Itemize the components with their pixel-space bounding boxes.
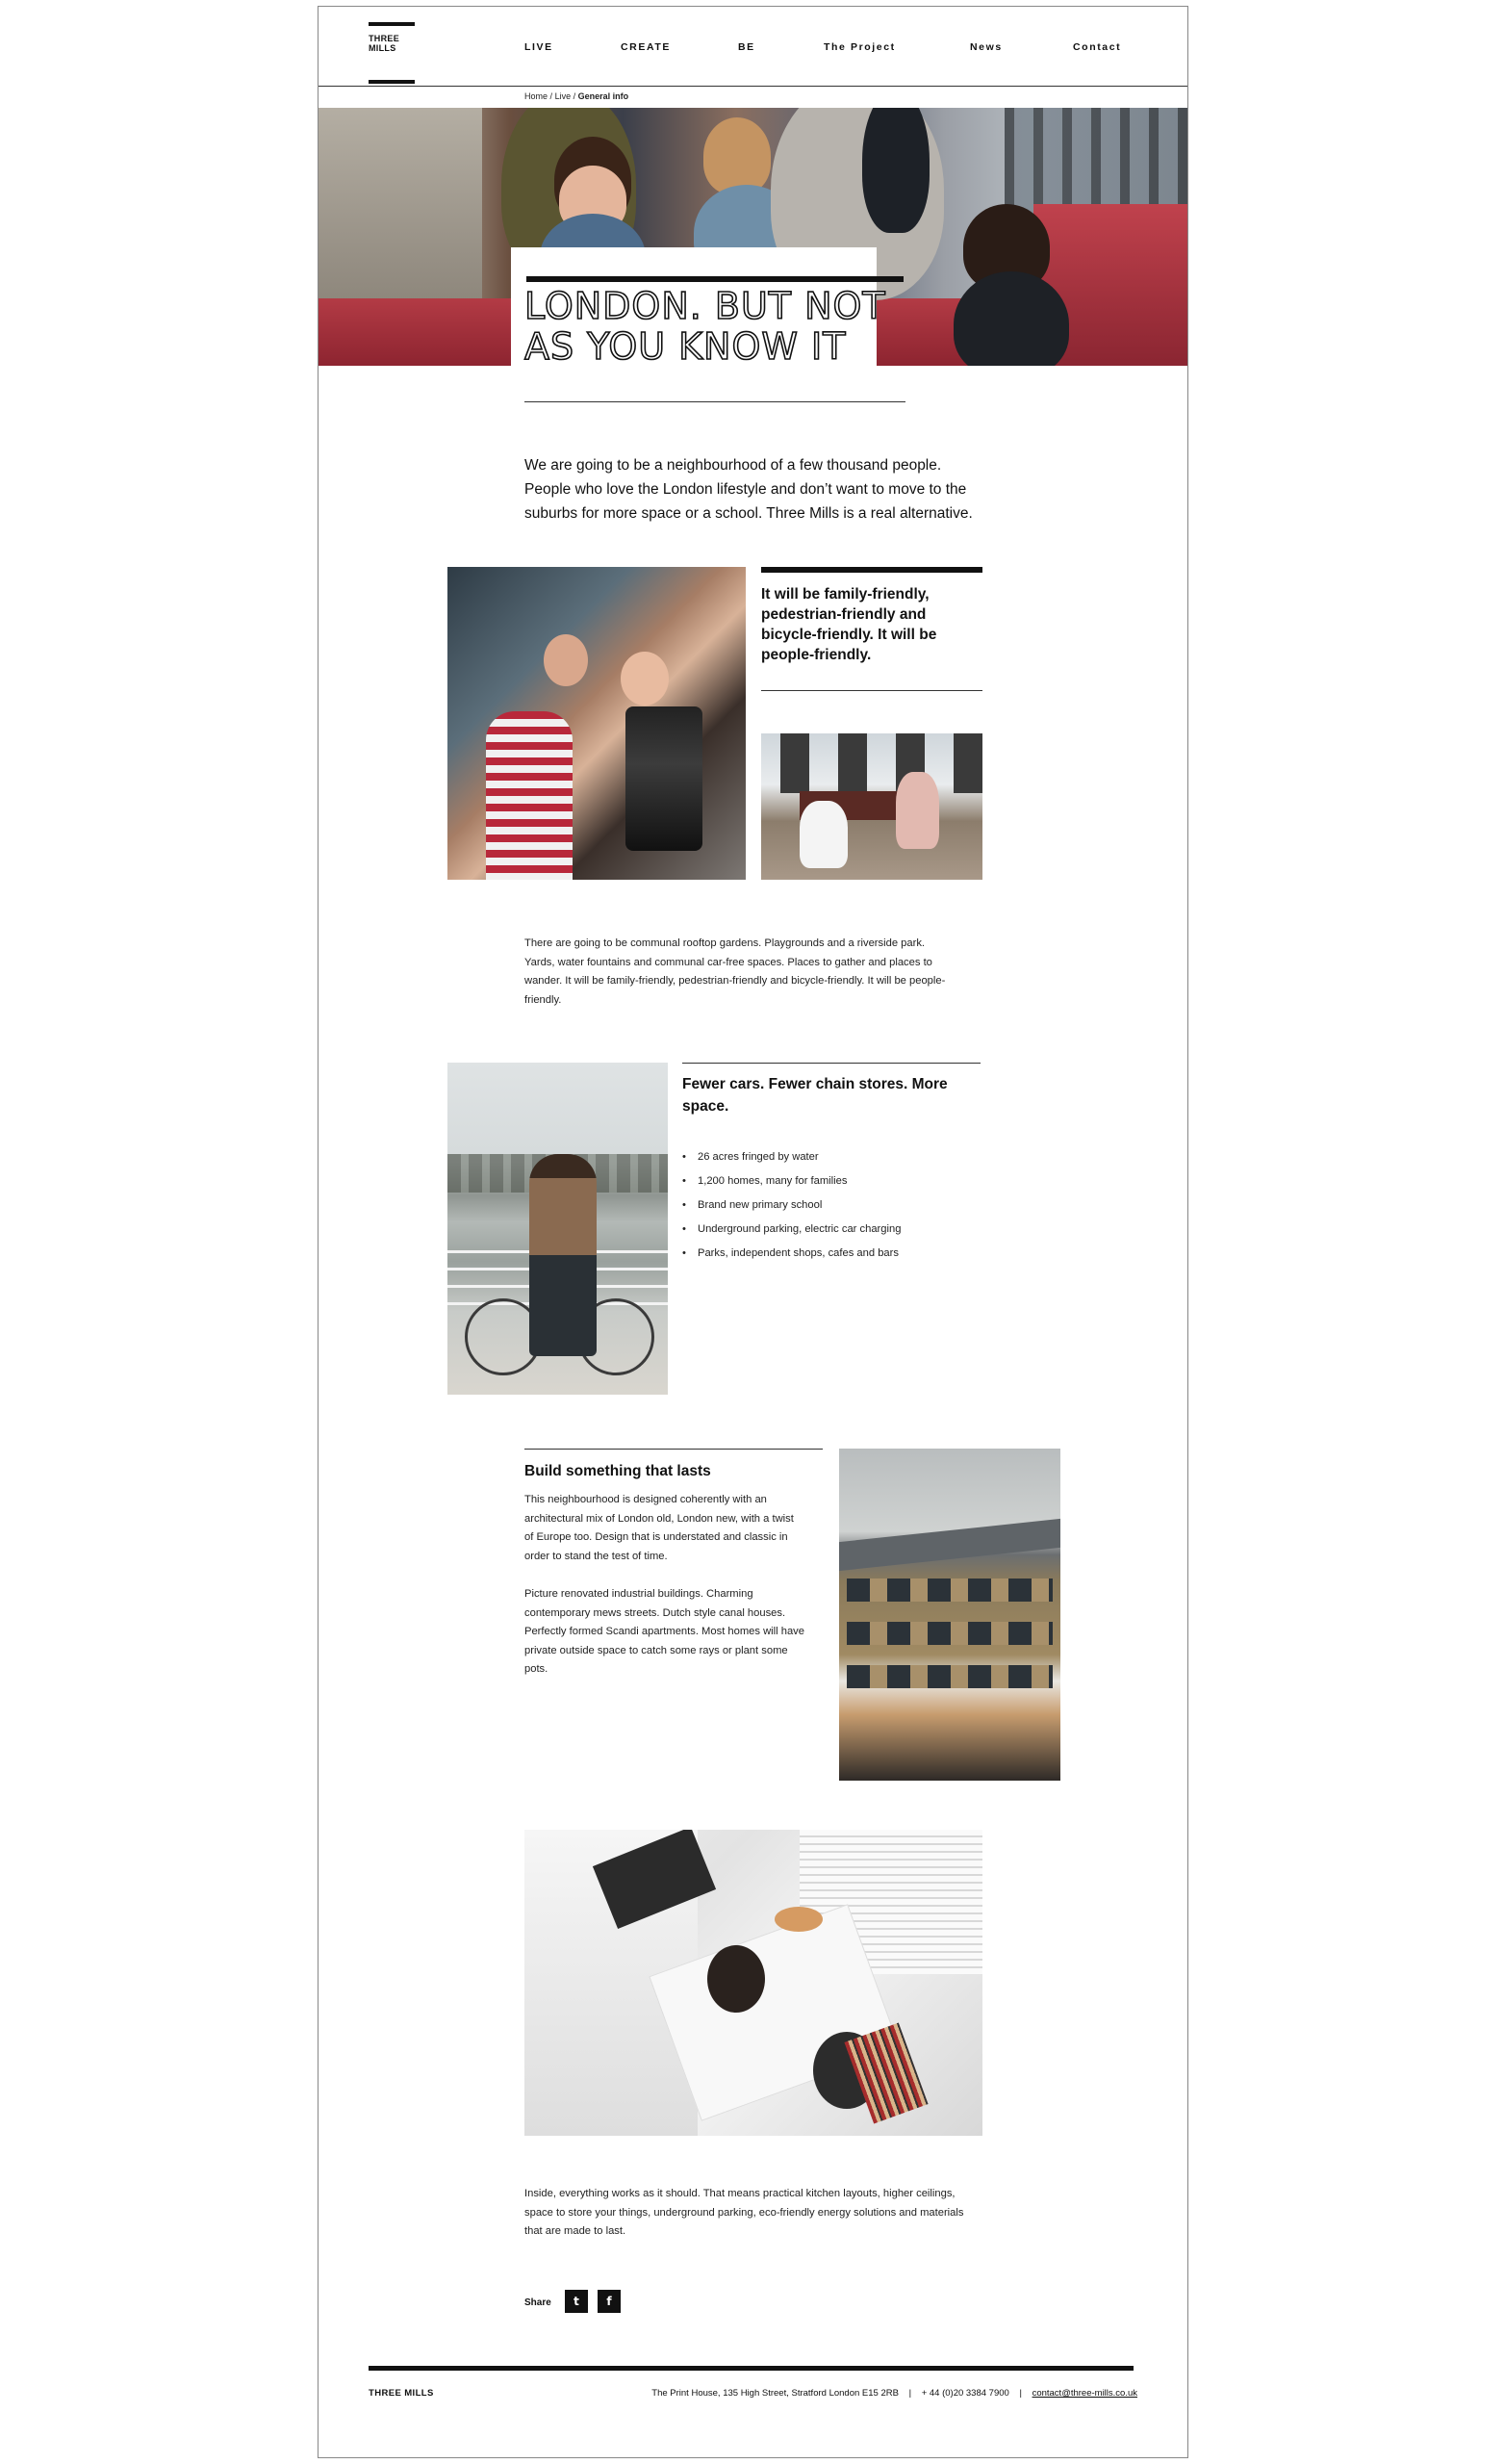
section1-title: It will be family-friendly, pedestrian-friendly and bicycle-friendly. It will be people-friendly. (761, 586, 937, 663)
footer-phone: + 44 (0)20 3384 7900 (921, 2388, 1009, 2399)
kitchen-interior-photo (524, 1830, 982, 2136)
list-item: • 26 acres fringed by water (682, 1145, 990, 1169)
hero-title-bar (526, 276, 904, 282)
logo-bottom-bar (369, 80, 415, 84)
community-gathering-photo (447, 567, 746, 880)
breadcrumb-separator: / (549, 91, 553, 101)
three-mills-logo[interactable] (369, 22, 415, 70)
list-item: • Brand new primary school (682, 1194, 990, 1218)
list-item: • Parks, independent shops, cafes and bars (682, 1242, 990, 1266)
twitter-icon[interactable]: t (565, 2290, 588, 2313)
section1-paragraph: There are going to be communal rooftop gardens. Playgrounds and a riverside park. Yards, water fountains and communal car-free spaces. Places to gather and places to wander. It will be family-friendly, pedestrian-friendly and bicycle-friendly. It will be people-friendly. (524, 937, 946, 1006)
facebook-icon[interactable]: f (598, 2290, 621, 2313)
section1-divider (761, 690, 982, 691)
nav-news[interactable]: News (970, 41, 1003, 53)
nav-be[interactable]: BE (738, 41, 755, 53)
share-label: Share (524, 2297, 551, 2308)
footer-brand: THREE MILLS (369, 2388, 434, 2399)
section3-title: Build something that lasts (524, 1463, 711, 1479)
list-item: • Underground parking, electric car charging (682, 1218, 990, 1242)
footer-contact-info (651, 2388, 1137, 2399)
footer-address: The Print House, 135 High Street, Stratford London E15 2RB (651, 2388, 899, 2399)
logo-line-1: THREE (369, 34, 400, 43)
footer-email-link[interactable]: contact@three-mills.co.uk (1032, 2388, 1137, 2399)
breadcrumb-current: General info (577, 91, 629, 101)
section3-paragraph-1: This neighbourhood is designed coherently with an architectural mix of London old, London new, with a twist of Europe too. Design that is understated and classic in order to stand the test of time. (524, 1494, 794, 1562)
section3-paragraph-2: Picture renovated industrial buildings. Charming contemporary mews streets. Dutch style canal houses. Perfectly formed Scandi apartments. Most homes will have private outside space to catch some rays or plant some pots. (524, 1588, 804, 1676)
footer-separator: | (1019, 2388, 1022, 2399)
logo-top-bar (369, 22, 415, 26)
nav-create[interactable]: CREATE (621, 41, 671, 53)
riverside-cyclist-photo (447, 1063, 668, 1395)
breadcrumb-separator: / (573, 91, 576, 101)
logo-line-2: MILLS (369, 43, 396, 53)
breadcrumb (524, 91, 628, 101)
section2-title: Fewer cars. Fewer chain stores. More space. (682, 1076, 948, 1115)
section2-divider (682, 1063, 981, 1064)
list-item: • 1,200 homes, many for families (682, 1169, 990, 1194)
features-list (682, 1145, 990, 1266)
nav-the-project[interactable]: The Project (824, 41, 896, 53)
footer-bar (369, 2366, 1134, 2371)
breadcrumb-home[interactable]: Home (524, 91, 548, 101)
footer-separator: | (908, 2388, 912, 2399)
hero-title: LONDON. BUT NOT AS YOU KNOW IT (524, 285, 886, 368)
family-living-room-photo (761, 733, 982, 880)
nav-contact[interactable]: Contact (1073, 41, 1122, 53)
page-frame (318, 6, 1188, 2458)
intro-paragraph: We are going to be a neighbourhood of a few thousand people. People who love the London lifestyle and don’t want to move to the suburbs for more space or a school. Three Mills is a real alternative. (524, 457, 973, 522)
section1-top-bar (761, 567, 982, 573)
header-divider (319, 86, 1187, 87)
nav-live[interactable]: LIVE (524, 41, 553, 53)
section3-divider (524, 1449, 823, 1450)
kitchen-paragraph: Inside, everything works as it should. That means practical kitchen layouts, higher ceilings, space to store your things, underground parking, eco-friendly energy solutions and materials that are made to last. (524, 2188, 964, 2238)
title-divider (524, 401, 905, 402)
industrial-building-photo (839, 1449, 1060, 1781)
breadcrumb-live[interactable]: Live (554, 91, 572, 101)
